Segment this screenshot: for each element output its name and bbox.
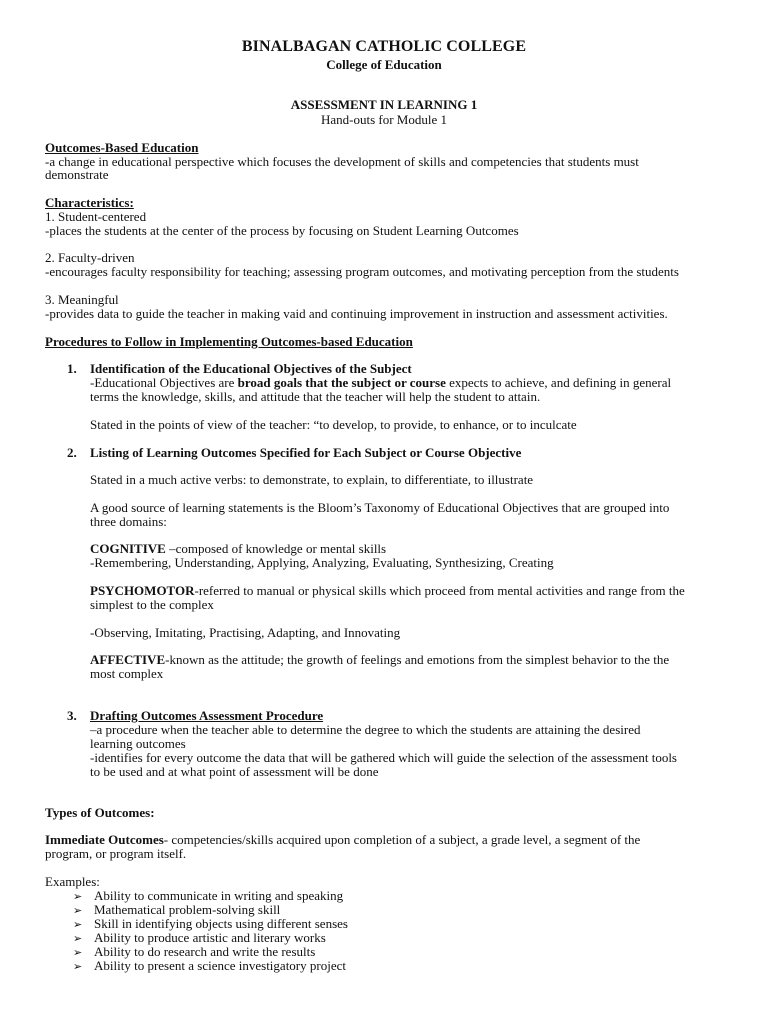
step-title: Listing of Learning Outcomes Specified for Each Subject or Course Objective <box>90 445 522 460</box>
domain-affective-text: most complex <box>90 666 164 681</box>
arrow-bullet-icon: ➢ <box>73 960 83 973</box>
department-name: College of Education <box>326 57 442 72</box>
domain-affective: AFFECTIVE-known as the attitude; the growth of feelings and emotions from the simplest behavior to the the <box>90 652 670 667</box>
arrow-bullet-icon: ➢ <box>73 904 83 917</box>
list-item: ➢ Ability to communicate in writing and speaking <box>73 888 344 903</box>
step-text: -Educational Objectives are broad goals that the subject or course expects to achieve, and defining in general <box>90 375 672 390</box>
characteristic-title: 1. Student-centered <box>45 209 147 224</box>
list-item: ➢ Ability to present a science investigatory project <box>73 958 346 973</box>
immediate-outcomes: Immediate Outcomes- competencies/skills acquired upon completion of a subject, a grade level, a segment of the <box>45 832 641 847</box>
examples-label: Examples: <box>45 874 100 889</box>
obe-definition-line2: demonstrate <box>45 167 109 182</box>
domain-cognitive-list: -Remembering, Understanding, Applying, Analyzing, Evaluating, Synthesizing, Creating <box>90 555 554 570</box>
characteristic-description: -encourages faculty responsibility for teaching; assessing program outcomes, and motivating perception from the students <box>45 264 679 279</box>
characteristic-description: -provides data to guide the teacher in making vaid and continuing improvement in instruction and assessment activities. <box>45 306 668 321</box>
immediate-outcomes-text: program, or program itself. <box>45 846 187 861</box>
course-title: ASSESSMENT IN LEARNING 1 <box>290 97 478 112</box>
characteristics-heading: Characteristics: <box>45 195 134 210</box>
step-text: to be used and at what point of assessment will be done <box>90 764 379 779</box>
step-title: Identification of the Educational Objectives of the Subject <box>90 361 412 376</box>
list-item: ➢ Ability to do research and write the results <box>73 944 316 959</box>
types-heading: Types of Outcomes: <box>45 805 155 820</box>
obe-definition-line1: -a change in educational perspective which focuses the development of skills and competencies that students must <box>45 154 639 169</box>
arrow-bullet-icon: ➢ <box>73 918 83 931</box>
step-text: terms the knowledge, skills, and attitude that the teacher will help the student to attain. <box>90 389 541 404</box>
list-item: ➢ Mathematical problem-solving skill <box>73 902 281 917</box>
domain-psychomotor: PSYCHOMOTOR-referred to manual or physical skills which proceed from mental activities and range from the <box>90 583 685 598</box>
obe-heading: Outcomes-Based Education <box>45 140 199 155</box>
college-name: BINALBAGAN CATHOLIC COLLEGE <box>241 38 527 55</box>
list-item: ➢ Skill in identifying objects using different senses <box>73 916 348 931</box>
step-text: -identifies for every outcome the data that will be gathered which will guide the selection of the assessment tools <box>90 750 677 765</box>
step-number: 1. <box>67 361 77 376</box>
step-text: Stated in a much active verbs: to demonstrate, to explain, to differentiate, to illustrate <box>90 472 534 487</box>
step-text: –a procedure when the teacher able to determine the degree to which the students are attaining the desired <box>90 722 641 737</box>
arrow-bullet-icon: ➢ <box>73 890 83 903</box>
procedures-heading: Procedures to Follow in Implementing Outcomes-based Education <box>45 334 413 349</box>
arrow-bullet-icon: ➢ <box>73 932 83 945</box>
domain-psychomotor-text: simplest to the complex <box>90 597 214 612</box>
step-text: A good source of learning statements is the Bloom’s Taxonomy of Educational Objectives that are grouped into <box>90 500 670 515</box>
domain-psychomotor-list: -Observing, Imitating, Practising, Adapting, and Innovating <box>90 625 401 640</box>
characteristic-description: -places the students at the center of the process by focusing on Student Learning Outcomes <box>45 223 519 238</box>
step-number: 3. <box>67 708 77 723</box>
list-item: ➢ Ability to produce artistic and literary works <box>73 930 326 945</box>
step-text: Stated in the points of view of the teacher: “to develop, to provide, to enhance, or to inculcate <box>90 417 577 432</box>
arrow-bullet-icon: ➢ <box>73 946 83 959</box>
domain-cognitive: COGNITIVE –composed of knowledge or mental skills <box>90 541 387 556</box>
step-number: 2. <box>67 445 77 460</box>
handout-subtitle: Hand-outs for Module 1 <box>320 112 447 127</box>
characteristic-title: 2. Faculty-driven <box>45 250 135 265</box>
step-title: Drafting Outcomes Assessment Procedure <box>90 708 324 723</box>
step-text: learning outcomes <box>90 736 186 751</box>
step-text: three domains: <box>90 514 167 529</box>
characteristic-title: 3. Meaningful <box>45 292 119 307</box>
